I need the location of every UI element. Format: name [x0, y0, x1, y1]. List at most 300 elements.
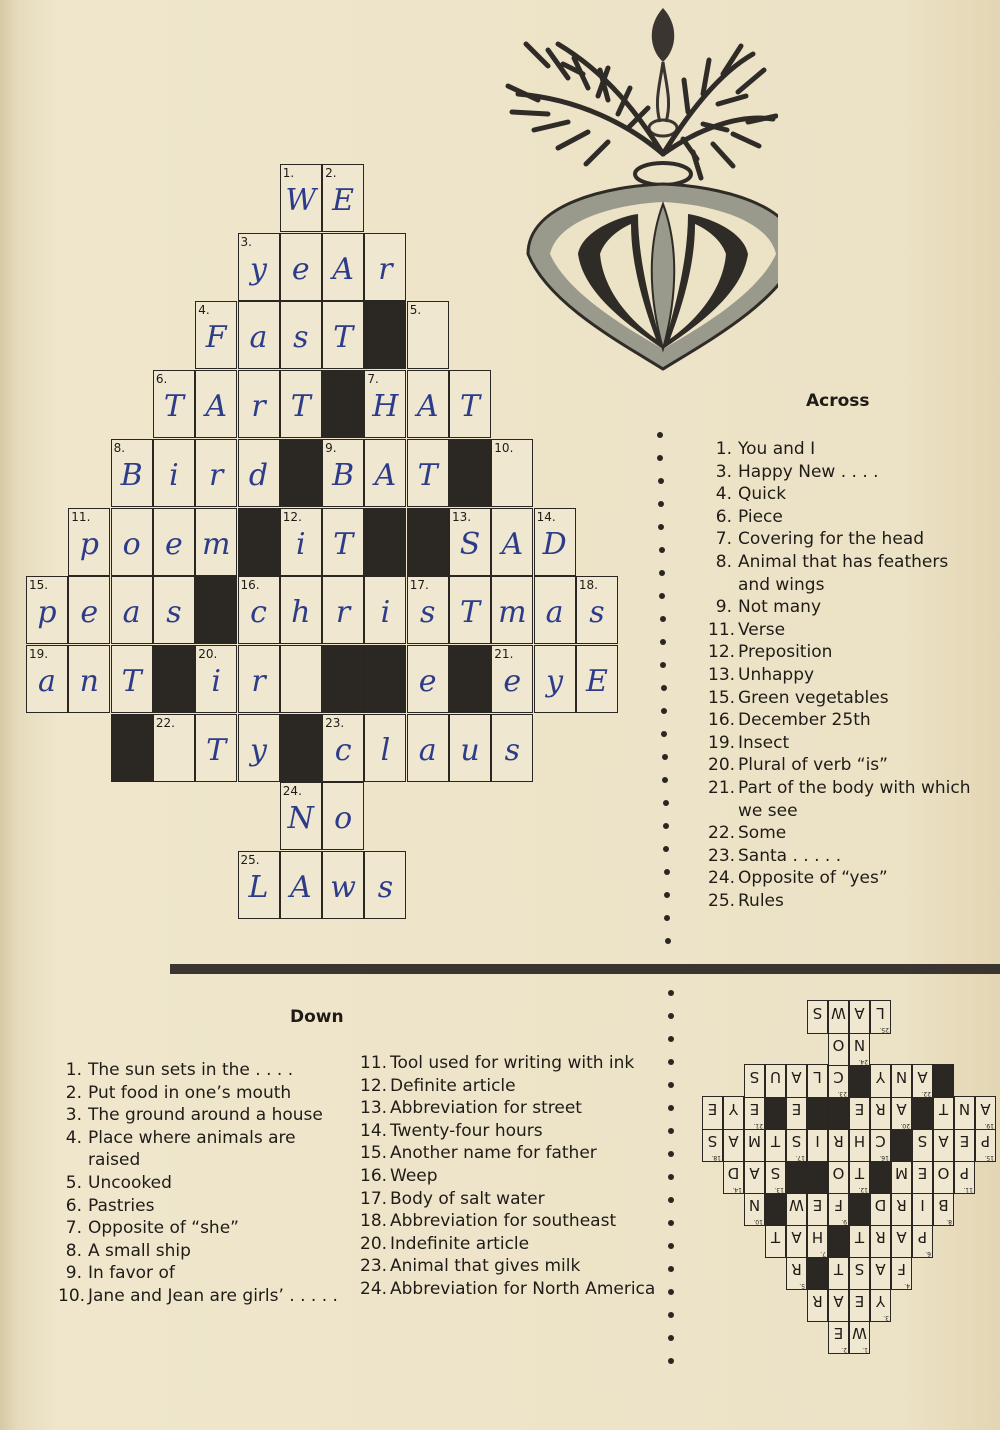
answer-key-block	[849, 1192, 870, 1226]
answer-key-block	[828, 1096, 849, 1130]
grid-cell[interactable]	[153, 576, 195, 644]
answer-key-number: 16.	[879, 1154, 889, 1161]
clue-text: Not many	[738, 597, 821, 618]
grid-cell[interactable]	[407, 301, 449, 369]
clue-number: 7.	[367, 372, 379, 387]
grid-cell[interactable]	[322, 233, 364, 301]
divider-dot	[661, 685, 667, 691]
divider-dot	[664, 915, 670, 921]
answer-key-cell	[870, 1096, 891, 1130]
answer-key-letter: L	[813, 1068, 822, 1086]
grid-cell[interactable]	[280, 576, 322, 644]
grid-cell[interactable]	[364, 714, 406, 782]
clue-number: 12.	[360, 1075, 388, 1096]
clue-text: Preposition	[738, 642, 833, 663]
clue-item	[708, 732, 983, 755]
answer-key-cell	[723, 1128, 744, 1162]
clue-number: 8.	[715, 551, 732, 572]
clue-number: 20.	[360, 1233, 388, 1254]
handwritten-letter: h	[291, 595, 311, 631]
answer-key-number: 21.	[753, 1122, 763, 1129]
grid-cell[interactable]	[238, 370, 280, 438]
clue-number: 23.	[360, 1256, 388, 1277]
grid-cell[interactable]	[153, 439, 195, 507]
divider-dot	[660, 616, 666, 622]
grid-cell[interactable]	[491, 576, 533, 644]
grid-cell[interactable]	[238, 714, 280, 782]
answer-key-cell	[975, 1128, 996, 1162]
clue-number: 16.	[360, 1165, 388, 1186]
clue-item	[708, 506, 983, 529]
clue-item	[360, 1255, 660, 1278]
answer-key-cell	[912, 1128, 933, 1162]
grid-block	[111, 714, 153, 782]
handwritten-letter: s	[419, 595, 436, 631]
divider-dot	[668, 1036, 674, 1042]
grid-cell[interactable]	[238, 645, 280, 713]
divider-dot	[657, 432, 663, 438]
answer-key-number: 20.	[900, 1122, 910, 1129]
grid-cell[interactable]	[491, 508, 533, 576]
clue-number: 21.	[708, 777, 736, 798]
grid-cell[interactable]	[449, 714, 491, 782]
clue-number: 16.	[708, 710, 736, 731]
handwritten-letter: c	[334, 732, 352, 768]
clue-number: 25.	[240, 853, 260, 867]
handwritten-letter: e	[80, 595, 99, 631]
grid-cell[interactable]	[153, 508, 195, 576]
handwritten-letter: T	[417, 457, 438, 493]
grid-cell[interactable]	[322, 164, 364, 232]
clue-text: Twenty-four hours	[390, 1120, 543, 1141]
grid-block	[322, 370, 364, 438]
handwritten-letter: S	[459, 526, 481, 562]
divider-dot	[668, 1266, 674, 1272]
answer-key-letter: A	[749, 1164, 760, 1182]
answer-key-cell	[849, 1160, 870, 1194]
grid-cell[interactable]	[280, 645, 322, 713]
clue-item	[708, 890, 983, 913]
clue-text: Santa . . . . .	[738, 845, 842, 866]
clue-number: 6.	[715, 506, 732, 527]
grid-cell[interactable]	[534, 645, 576, 713]
clue-number: 10.	[494, 440, 514, 455]
clue-number: 13.	[360, 1098, 388, 1119]
clue-item	[708, 664, 983, 687]
answer-key-block	[912, 1096, 933, 1130]
clue-item	[708, 867, 983, 890]
grid-cell[interactable]	[238, 576, 280, 644]
grid-cell[interactable]	[407, 714, 449, 782]
grid-cell[interactable]	[322, 508, 364, 576]
grid-block	[322, 645, 364, 713]
grid-cell[interactable]	[68, 576, 110, 644]
grid-cell[interactable]	[195, 370, 237, 438]
handwritten-letter: E	[585, 663, 608, 699]
answer-key-number: 8.	[946, 1218, 952, 1225]
answer-key-letter: E	[749, 1100, 760, 1118]
divider-dot	[668, 1013, 674, 1019]
clue-item	[58, 1285, 348, 1308]
divider-dot	[668, 1197, 674, 1203]
grid-cell[interactable]	[280, 508, 322, 576]
grid-block	[449, 439, 491, 507]
divider-dot	[658, 478, 664, 484]
clue-number: 23.	[325, 715, 345, 730]
clue-item	[58, 1240, 348, 1263]
grid-cell[interactable]	[364, 370, 406, 438]
handwritten-letter: s	[166, 595, 182, 631]
clue-number: 16.	[240, 578, 260, 593]
clue-item	[360, 1120, 660, 1143]
divider-dot	[668, 1082, 674, 1088]
clue-number: 12.	[708, 642, 736, 663]
divider-dot	[668, 1220, 674, 1226]
grid-cell[interactable]	[195, 301, 237, 369]
answer-key-letter: T	[770, 1132, 781, 1150]
grid-cell[interactable]	[576, 576, 618, 644]
grid-cell[interactable]	[449, 576, 491, 644]
clue-number: 11.	[360, 1053, 388, 1073]
answer-key-cell	[723, 1096, 744, 1130]
grid-cell[interactable]	[280, 370, 322, 438]
grid-block	[364, 645, 406, 713]
grid-cell[interactable]	[534, 576, 576, 644]
answer-key-cell	[975, 1096, 996, 1130]
grid-cell[interactable]	[322, 714, 364, 782]
clue-number: 18.	[578, 578, 598, 593]
clue-number: 24.	[708, 868, 736, 889]
grid-block	[407, 508, 449, 576]
grid-cell[interactable]	[111, 576, 153, 644]
handwritten-letter: A	[416, 389, 439, 425]
answer-key-cell	[807, 1192, 828, 1226]
clue-text: Verse	[738, 619, 786, 640]
answer-key-block	[870, 1160, 891, 1194]
answer-key-letter: T	[854, 1228, 865, 1246]
answer-key-letter: N	[853, 1036, 866, 1054]
grid-cell[interactable]	[534, 508, 576, 576]
answer-key-letter: N	[958, 1100, 971, 1118]
clue-number: 1.	[65, 1060, 82, 1080]
answer-key-cell	[912, 1224, 933, 1258]
clue-number: 20.	[198, 646, 218, 661]
grid-cell[interactable]	[111, 645, 153, 713]
answer-key-number: 12.	[858, 1186, 868, 1193]
handwritten-letter: i	[295, 526, 306, 562]
answer-key-number: 4.	[904, 1282, 910, 1289]
answer-key-cell	[744, 1064, 765, 1098]
grid-cell[interactable]	[407, 439, 449, 507]
clue-text: The ground around a house	[88, 1105, 323, 1126]
answer-key-cell	[828, 1256, 849, 1290]
grid-cell[interactable]	[280, 301, 322, 369]
grid-cell[interactable]	[26, 576, 68, 644]
clue-number: 23.	[708, 845, 736, 866]
grid-cell[interactable]	[238, 301, 280, 369]
answer-key-cell	[828, 1160, 849, 1194]
grid-block	[195, 576, 237, 644]
grid-cell[interactable]	[280, 164, 322, 232]
clue-item	[360, 1097, 660, 1120]
grid-cell[interactable]	[238, 439, 280, 507]
answer-key-letter: S	[791, 1132, 802, 1150]
answer-key-cell	[828, 1288, 849, 1322]
grid-cell[interactable]	[364, 851, 406, 919]
clue-text: Body of salt water	[390, 1188, 545, 1209]
grid-cell[interactable]	[449, 508, 491, 576]
answer-key-number: 2.	[841, 1346, 847, 1353]
divider-dot	[668, 990, 674, 996]
grid-cell[interactable]	[195, 714, 237, 782]
grid-cell[interactable]	[111, 439, 153, 507]
handwritten-letter: e	[291, 251, 310, 287]
handwritten-letter: a	[122, 595, 141, 631]
handwritten-letter: y	[250, 732, 267, 768]
handwritten-letter: u	[460, 732, 480, 768]
handwritten-letter: T	[206, 732, 227, 768]
grid-cell[interactable]	[153, 714, 195, 782]
grid-cell[interactable]	[364, 439, 406, 507]
pine-branch-icon	[508, 44, 776, 178]
answer-key-letter: E	[854, 1100, 865, 1118]
grid-cell[interactable]	[491, 714, 533, 782]
grid-cell[interactable]	[280, 782, 322, 850]
answer-key-cell	[933, 1192, 954, 1226]
answer-key-letter: D	[727, 1164, 740, 1182]
clue-number: 3.	[240, 234, 252, 249]
answer-key-letter: C	[875, 1132, 886, 1150]
clue-number: 9.	[65, 1263, 82, 1284]
answer-key-block	[765, 1096, 786, 1130]
grid-cell[interactable]	[407, 576, 449, 644]
grid-cell[interactable]	[322, 851, 364, 919]
answer-key-cell	[891, 1096, 912, 1130]
clue-number: 8.	[113, 440, 126, 455]
answer-key-letter: U	[770, 1068, 781, 1086]
grid-block	[280, 714, 322, 782]
clue-item	[708, 641, 983, 664]
answer-key-cell	[744, 1160, 765, 1194]
grid-cell[interactable]	[195, 645, 237, 713]
grid-cell[interactable]	[153, 370, 195, 438]
grid-cell[interactable]	[111, 508, 153, 576]
clue-text: Definite article	[390, 1075, 516, 1096]
answer-key-number: 11.	[963, 1186, 973, 1193]
answer-key-letter: A	[875, 1260, 886, 1278]
divider-dot	[657, 455, 663, 461]
answer-key-letter: A	[791, 1228, 802, 1246]
answer-key-letter: T	[854, 1164, 865, 1182]
handwritten-letter: m	[201, 526, 231, 562]
clue-number: 21.	[494, 646, 514, 661]
grid-cell[interactable]	[364, 576, 406, 644]
answer-key-cell	[870, 1224, 891, 1258]
answer-key-letter: I	[920, 1196, 925, 1214]
answer-key-block	[807, 1256, 828, 1290]
handwritten-letter: a	[545, 595, 564, 631]
clue-text: Place where animals are raised	[88, 1127, 296, 1171]
divider-dot	[663, 800, 669, 806]
divider-dot	[660, 662, 666, 668]
answer-key-letter: E	[812, 1196, 823, 1214]
answer-key-cell	[807, 1224, 828, 1258]
clue-text: Part of the body with which we see	[738, 777, 971, 821]
answer-key-cell	[849, 1000, 870, 1034]
grid-cell[interactable]	[491, 645, 533, 713]
handwritten-letter: a	[418, 732, 437, 768]
answer-key-letter: S	[749, 1068, 760, 1086]
answer-key-letter: W	[789, 1196, 804, 1214]
answer-key-cell	[723, 1160, 744, 1194]
answer-key-cell	[786, 1064, 807, 1098]
clue-text: Uncooked	[88, 1172, 172, 1193]
grid-cell[interactable]	[280, 851, 322, 919]
clue-item	[58, 1217, 348, 1240]
answer-key-letter: S	[770, 1164, 781, 1182]
divider-dot	[663, 846, 669, 852]
grid-block	[364, 301, 406, 369]
grid-block	[364, 508, 406, 576]
answer-key-block	[828, 1224, 849, 1258]
handwritten-letter: s	[293, 320, 309, 356]
grid-block	[238, 508, 280, 576]
grid-cell[interactable]	[449, 370, 491, 438]
down-heading: Down	[290, 1007, 344, 1027]
clue-text: Put food in one’s mouth	[88, 1082, 292, 1103]
grid-cell[interactable]	[26, 645, 68, 713]
grid-cell[interactable]	[68, 645, 110, 713]
clue-item	[360, 1052, 660, 1075]
answer-key-cell	[849, 1288, 870, 1322]
handwritten-letter: r	[251, 663, 266, 699]
handwritten-letter: L	[248, 870, 269, 905]
clue-item	[708, 551, 983, 596]
grid-cell[interactable]	[195, 508, 237, 576]
clue-number: 15.	[708, 687, 736, 708]
clue-number: 4.	[715, 484, 732, 505]
answer-key-letter: T	[770, 1228, 781, 1246]
answer-key-cell	[849, 1096, 870, 1130]
answer-key-cell	[891, 1064, 912, 1098]
clue-number: 10.	[58, 1285, 86, 1306]
answer-key-letter: Y	[875, 1292, 886, 1310]
clue-number: 14.	[536, 509, 556, 524]
answer-key-letter: W	[852, 1324, 867, 1342]
handwritten-letter: m	[498, 595, 527, 631]
clue-item	[708, 709, 983, 732]
answer-key-letter: C	[833, 1068, 844, 1086]
answer-key-cell	[807, 1288, 828, 1322]
clue-number: 3.	[65, 1105, 82, 1126]
clue-number: 4.	[65, 1127, 82, 1148]
answer-key-letter: E	[959, 1132, 970, 1150]
divider-dot	[661, 731, 667, 737]
clue-text: Animal that gives milk	[390, 1256, 581, 1277]
grid-cell[interactable]	[407, 370, 449, 438]
grid-cell[interactable]	[491, 439, 533, 507]
grid-cell[interactable]	[322, 439, 364, 507]
clue-text: Happy New . . . .	[738, 461, 879, 482]
answer-key-cell	[954, 1160, 975, 1194]
answer-key-letter: A	[833, 1292, 844, 1310]
clue-number: 3.	[715, 461, 732, 482]
clue-text: Another name for father	[390, 1143, 597, 1164]
clue-text: Tool used for writing with ink	[390, 1053, 635, 1073]
handwritten-letter: s	[589, 595, 605, 631]
divider-dot	[660, 639, 666, 645]
handwritten-letter: r	[378, 251, 393, 287]
answer-key-block	[807, 1096, 828, 1130]
grid-cell[interactable]	[280, 233, 322, 301]
answer-key-letter: H	[811, 1228, 824, 1246]
clue-number: 6.	[65, 1195, 82, 1216]
handwritten-letter: p	[37, 595, 57, 631]
handwritten-letter: i	[169, 457, 179, 493]
grid-cell[interactable]	[576, 645, 618, 713]
answer-key-cell	[912, 1192, 933, 1226]
clue-text: Quick	[738, 484, 787, 505]
grid-cell[interactable]	[68, 508, 110, 576]
answer-key-cell	[954, 1128, 975, 1162]
clue-item	[58, 1082, 348, 1105]
handwritten-letter: F	[205, 320, 227, 356]
grid-cell[interactable]	[238, 233, 280, 301]
answer-key-letter: R	[896, 1196, 907, 1214]
divider-dot	[668, 1059, 674, 1065]
handwritten-letter: B	[120, 457, 143, 493]
answer-key-letter: E	[917, 1164, 928, 1182]
handwritten-letter: N	[287, 801, 314, 837]
grid-cell[interactable]	[407, 645, 449, 713]
answer-key-cell	[765, 1224, 786, 1258]
answer-key-cell	[765, 1064, 786, 1098]
across-clue-list	[708, 438, 983, 912]
answer-key-cell	[807, 1000, 828, 1034]
ornament-hanger-icon	[649, 8, 677, 136]
grid-cell[interactable]	[364, 233, 406, 301]
answer-key-letter: R	[791, 1260, 802, 1278]
clue-number: 20.	[708, 755, 736, 776]
answer-key-letter: S	[854, 1260, 865, 1278]
answer-key-cell	[891, 1192, 912, 1226]
clue-text: Insect	[738, 732, 790, 753]
divider-dot	[668, 1335, 674, 1341]
clue-number: 25.	[708, 890, 736, 911]
grid-cell[interactable]	[195, 439, 237, 507]
divider-dot	[664, 869, 670, 875]
answer-key-letter: T	[938, 1100, 949, 1118]
answer-key-letter: H	[853, 1132, 866, 1150]
answer-key-number: 13.	[774, 1186, 784, 1193]
answer-key-letter: E	[854, 1292, 865, 1310]
clue-text: Opposite of “yes”	[738, 868, 888, 889]
divider-dot	[668, 1289, 674, 1295]
handwritten-letter: i	[380, 595, 391, 631]
ornament-bulb-icon	[528, 184, 778, 369]
answer-key-letter: R	[833, 1132, 844, 1150]
grid-cell[interactable]	[322, 301, 364, 369]
clue-text: Indefinite article	[390, 1233, 530, 1254]
handwritten-letter: r	[251, 389, 266, 425]
clue-number: 2.	[65, 1082, 82, 1103]
answer-key-cell	[870, 1288, 891, 1322]
clue-item	[58, 1172, 348, 1195]
grid-cell[interactable]	[322, 782, 364, 850]
grid-cell[interactable]	[322, 576, 364, 644]
christmas-ornament-illustration	[488, 4, 778, 376]
grid-cell[interactable]	[238, 851, 280, 919]
